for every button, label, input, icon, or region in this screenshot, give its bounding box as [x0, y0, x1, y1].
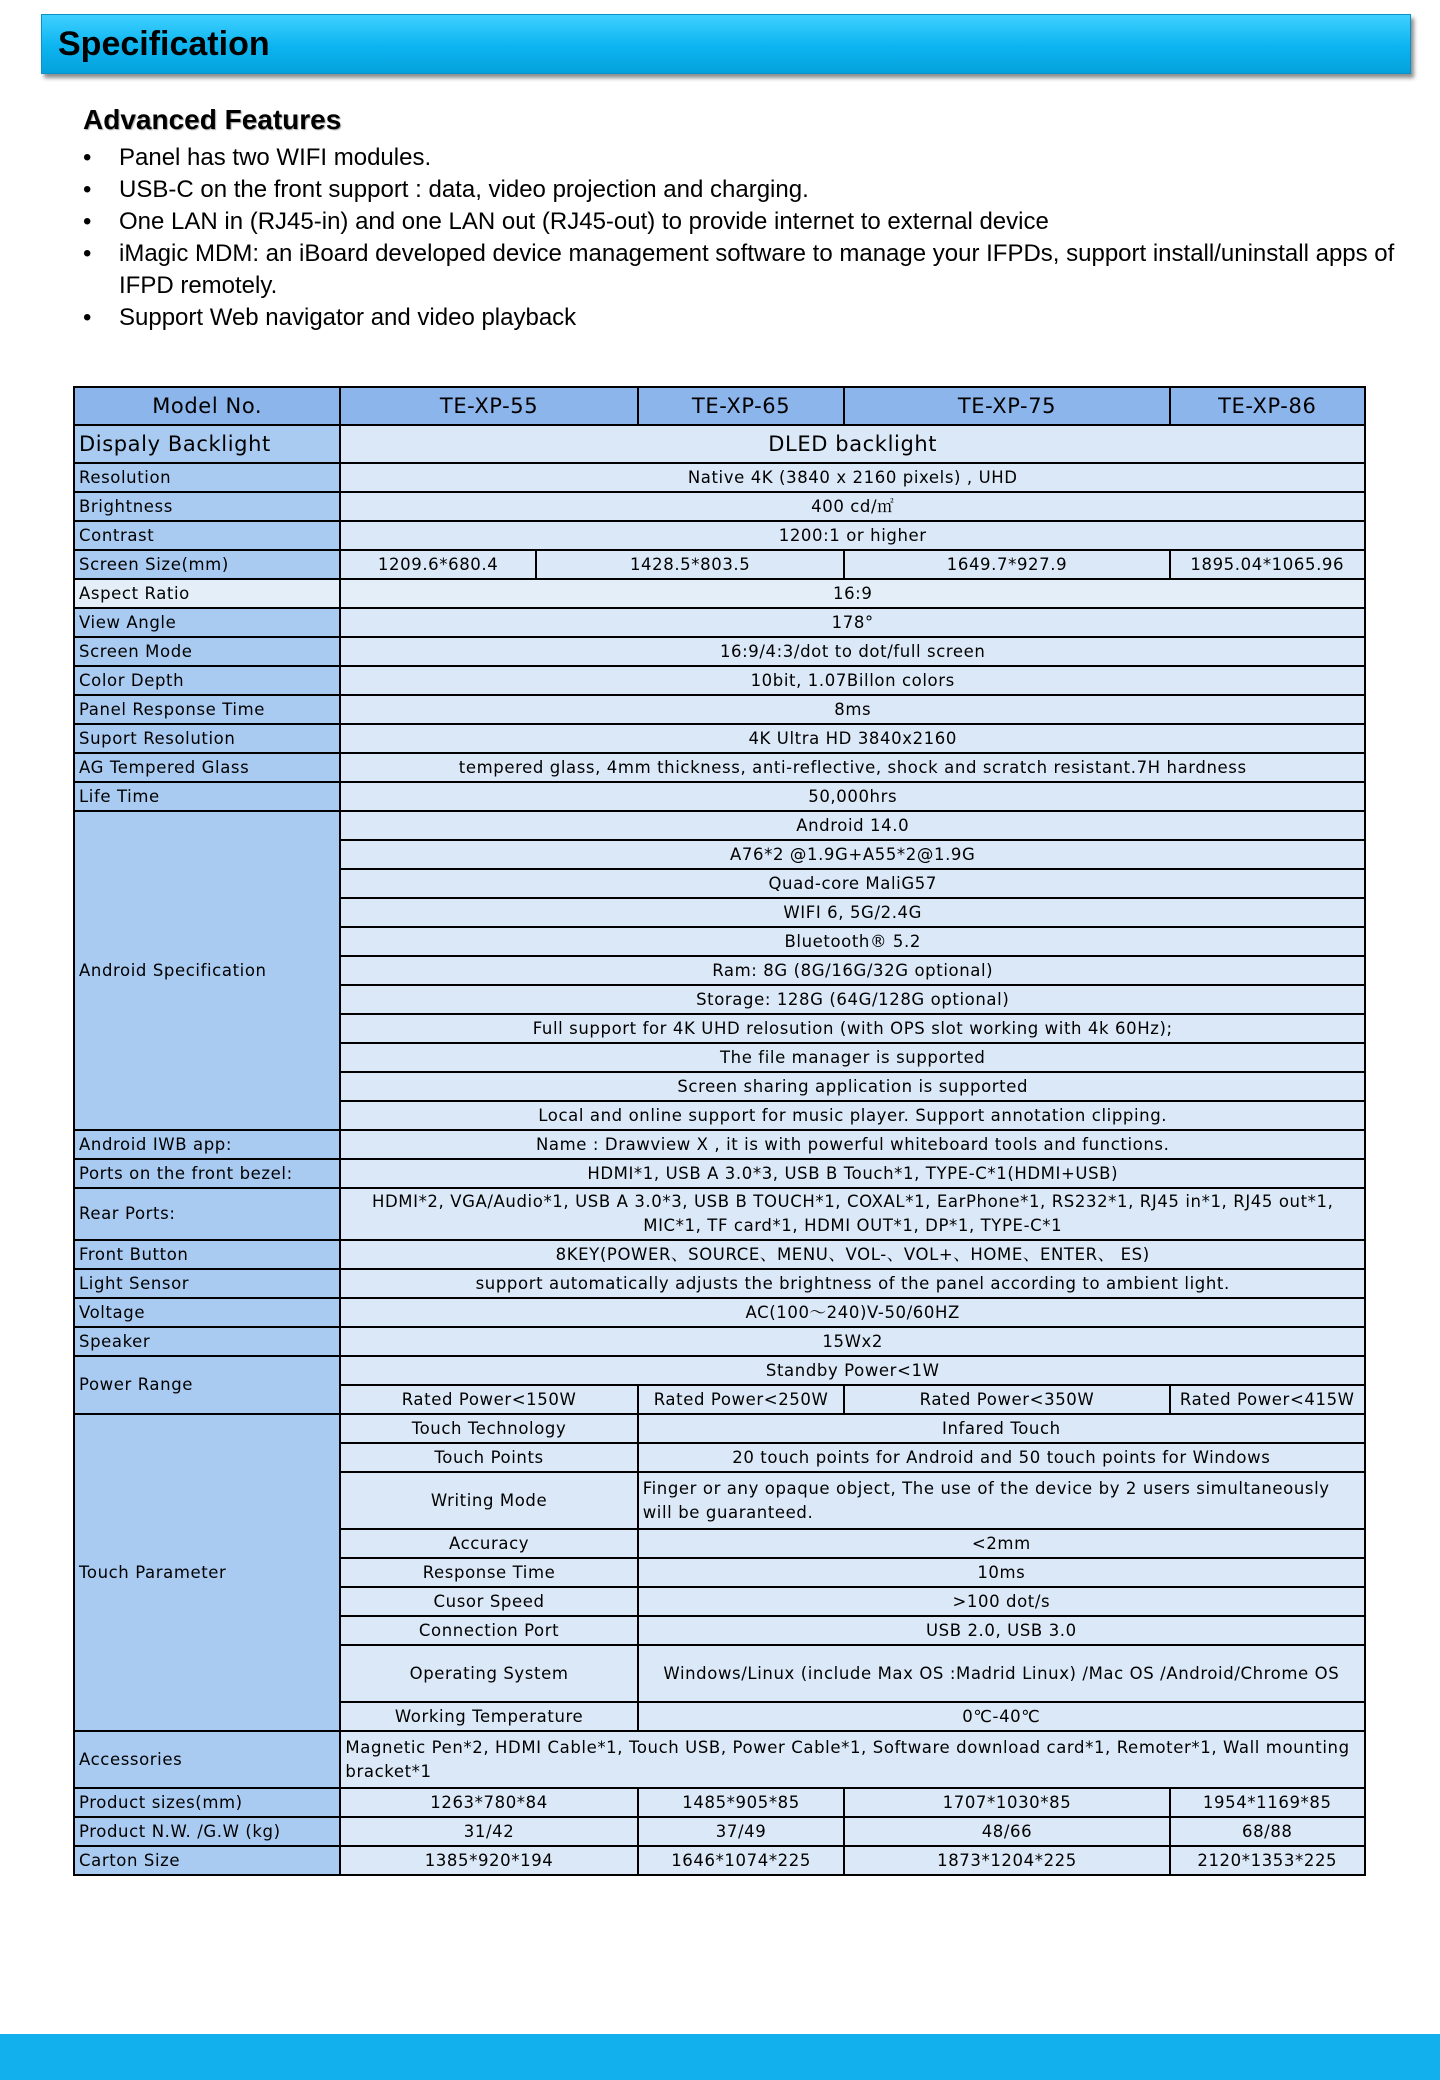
row-value: 10ms	[638, 1558, 1365, 1587]
features-list	[83, 142, 1403, 334]
table-row	[74, 1846, 1365, 1875]
row-value: 1954*1169*85	[1170, 1788, 1365, 1817]
row-value: Rated Power<250W	[638, 1385, 845, 1414]
row-value: USB 2.0, USB 3.0	[638, 1616, 1365, 1645]
model-86: TE-XP-86	[1170, 387, 1365, 425]
table-row	[74, 1327, 1365, 1356]
row-value: Ram: 8G (8G/16G/32G optional)	[340, 956, 1365, 985]
bullet-icon: •	[83, 304, 92, 331]
row-label: Screen Size(mm)	[74, 550, 340, 579]
row-value: 1385*920*194	[340, 1846, 637, 1875]
row-value: Finger or any opaque object, The use of the device by 2 users simultaneously will be guaranteed.	[638, 1472, 1365, 1529]
row-subkey: Touch Technology	[340, 1414, 637, 1443]
row-value: tempered glass, 4mm thickness, anti-reflective, shock and scratch resistant.7H hardness	[340, 753, 1365, 782]
row-subkey: Connection Port	[340, 1616, 637, 1645]
row-value: 8ms	[340, 695, 1365, 724]
table-row	[74, 1731, 1365, 1788]
row-value: 16:9	[340, 579, 1365, 608]
row-value: 1200:1 or higher	[340, 521, 1365, 550]
table-row	[74, 579, 1365, 608]
row-value: Magnetic Pen*2, HDMI Cable*1, Touch USB, Power Cable*1, Software download card*1, Remoter*1, Wall mounting bracket*1	[340, 1731, 1365, 1788]
row-value: Full support for 4K UHD relosution (with OPS slot working with 4k 60Hz);	[340, 1014, 1365, 1043]
feature-item: • Panel has two WIFI modules.	[83, 142, 1403, 174]
row-value: WIFI 6, 5G/2.4G	[340, 898, 1365, 927]
row-value: Name : Drawview X , it is with powerful whiteboard tools and functions.	[340, 1130, 1365, 1159]
table-row	[74, 1356, 1365, 1385]
row-value: Standby Power<1W	[340, 1356, 1365, 1385]
row-label: Color Depth	[74, 666, 340, 695]
row-subkey: Accuracy	[340, 1529, 637, 1558]
table-row	[74, 753, 1365, 782]
row-label: Aspect Ratio	[74, 579, 340, 608]
row-label: Contrast	[74, 521, 340, 550]
row-value: Windows/Linux (include Max OS :Madrid Linux) /Mac OS /Android/Chrome OS	[638, 1645, 1365, 1702]
model-65: TE-XP-65	[638, 387, 845, 425]
table-row	[74, 492, 1365, 521]
row-value: 1649.7*927.9	[844, 550, 1169, 579]
row-value: Rated Power<350W	[844, 1385, 1169, 1414]
bullet-icon: •	[83, 144, 92, 171]
row-label: Android IWB app:	[74, 1130, 340, 1159]
feature-item: • USB-C on the front support : data, video projection and charging.	[83, 174, 1403, 206]
row-label: Touch Parameter	[74, 1414, 340, 1731]
model-55: TE-XP-55	[340, 387, 637, 425]
table-row	[74, 1188, 1365, 1240]
row-value: >100 dot/s	[638, 1587, 1365, 1616]
row-value: Native 4K (3840 x 2160 pixels) , UHD	[340, 463, 1365, 492]
feature-item: • Support Web navigator and video playback	[83, 302, 1403, 334]
row-value: 178°	[340, 608, 1365, 637]
row-value: AC(100～240)V-50/60HZ	[340, 1298, 1365, 1327]
row-label: Product N.W. /G.W (kg)	[74, 1817, 340, 1846]
row-label: Accessories	[74, 1731, 340, 1788]
row-value: 20 touch points for Android and 50 touch points for Windows	[638, 1443, 1365, 1472]
table-row	[74, 1414, 1365, 1443]
table-row	[74, 1788, 1365, 1817]
table-row	[74, 1298, 1365, 1327]
row-label: View Angle	[74, 608, 340, 637]
table-row	[74, 521, 1365, 550]
table-row	[74, 811, 1365, 840]
advanced-features	[83, 104, 1403, 334]
row-label: Carton Size	[74, 1846, 340, 1875]
table-row	[74, 1817, 1365, 1846]
row-subkey: Operating System	[340, 1645, 637, 1702]
bullet-icon: •	[83, 240, 92, 267]
row-label: Android Specification	[74, 811, 340, 1130]
row-label: Screen Mode	[74, 637, 340, 666]
row-value: 68/88	[1170, 1817, 1365, 1846]
table-row	[74, 1130, 1365, 1159]
bullet-icon: •	[83, 208, 92, 235]
row-value: The file manager is supported	[340, 1043, 1365, 1072]
row-value: 8KEY(POWER、SOURCE、MENU、VOL-、VOL+、HOME、ENTER、 ES)	[340, 1240, 1365, 1269]
row-value: 37/49	[638, 1817, 845, 1846]
row-value: DLED backlight	[340, 425, 1365, 463]
row-value: Screen sharing application is supported	[340, 1072, 1365, 1101]
table-row	[74, 782, 1365, 811]
row-value: 400 cd/㎡	[340, 492, 1365, 521]
row-value: 1428.5*803.5	[536, 550, 845, 579]
row-subkey: Cusor Speed	[340, 1587, 637, 1616]
row-value: 0℃-40℃	[638, 1702, 1365, 1731]
row-label: Resolution	[74, 463, 340, 492]
table-row	[74, 608, 1365, 637]
table-row	[74, 550, 1365, 579]
row-label: AG Tempered Glass	[74, 753, 340, 782]
row-value: A76*2 @1.9G+A55*2@1.9G	[340, 840, 1365, 869]
row-value: 2120*1353*225	[1170, 1846, 1365, 1875]
row-value: Quad-core MaliG57	[340, 869, 1365, 898]
row-label: Product sizes(mm)	[74, 1788, 340, 1817]
row-value: Infared Touch	[638, 1414, 1365, 1443]
row-value: Rated Power<150W	[340, 1385, 637, 1414]
row-value: 50,000hrs	[340, 782, 1365, 811]
row-label: Power Range	[74, 1356, 340, 1414]
row-value: 1873*1204*225	[844, 1846, 1169, 1875]
row-value: Bluetooth® 5.2	[340, 927, 1365, 956]
row-value: 4K Ultra HD 3840x2160	[340, 724, 1365, 753]
row-label: Voltage	[74, 1298, 340, 1327]
table-row	[74, 666, 1365, 695]
title-banner	[41, 14, 1411, 74]
row-subkey: Response Time	[340, 1558, 637, 1587]
row-value: 16:9/4:3/dot to dot/full screen	[340, 637, 1365, 666]
row-value: HDMI*1, USB A 3.0*3, USB B Touch*1, TYPE-C*1(HDMI+USB)	[340, 1159, 1365, 1188]
row-label: Front Button	[74, 1240, 340, 1269]
table-row	[74, 724, 1365, 753]
row-value: 15Wx2	[340, 1327, 1365, 1356]
table-row	[74, 1159, 1365, 1188]
table-row	[74, 463, 1365, 492]
feature-item: • One LAN in (RJ45-in) and one LAN out (RJ45-out) to provide internet to external device	[83, 206, 1403, 238]
row-value: Local and online support for music player. Support annotation clipping.	[340, 1101, 1365, 1130]
row-label: Rear Ports:	[74, 1188, 340, 1240]
row-label: Brightness	[74, 492, 340, 521]
row-label: Panel Response Time	[74, 695, 340, 724]
row-label: Speaker	[74, 1327, 340, 1356]
row-value: 1485*905*85	[638, 1788, 845, 1817]
row-subkey: Writing Mode	[340, 1472, 637, 1529]
row-value: Android 14.0	[340, 811, 1365, 840]
row-value: HDMI*2, VGA/Audio*1, USB A 3.0*3, USB B TOUCH*1, COXAL*1, EarPhone*1, RS232*1, RJ45 in*1, RJ45 out*1, MIC*1, TF card*1, HDMI OUT*1, DP*1, TYPE-C*1	[340, 1188, 1365, 1240]
model-label: Model No.	[74, 387, 340, 425]
row-subkey: Working Temperature	[340, 1702, 637, 1731]
feature-item: • iMagic MDM: an iBoard developed device management software to manage your IFPDs, support install/uninstall apps of IFPD remotely.	[83, 240, 1395, 299]
footer-bar	[0, 2034, 1440, 2080]
row-value: 1895.04*1065.96	[1170, 550, 1365, 579]
table-row	[74, 425, 1365, 463]
row-label: Life Time	[74, 782, 340, 811]
row-value: 1263*780*84	[340, 1788, 637, 1817]
row-label: Suport Resolution	[74, 724, 340, 753]
row-label: Dispaly Backlight	[74, 425, 340, 463]
table-row	[74, 1240, 1365, 1269]
row-label: Ports on the front bezel:	[74, 1159, 340, 1188]
row-value: Rated Power<415W	[1170, 1385, 1365, 1414]
row-value: 10bit, 1.07Billon colors	[340, 666, 1365, 695]
features-heading: Advanced Features	[83, 104, 342, 135]
table-row	[74, 637, 1365, 666]
page-title: Specification	[58, 25, 270, 63]
row-value: 31/42	[340, 1817, 637, 1846]
row-value: 1209.6*680.4	[340, 550, 535, 579]
model-75: TE-XP-75	[844, 387, 1169, 425]
row-value: <2mm	[638, 1529, 1365, 1558]
row-value: 1707*1030*85	[844, 1788, 1169, 1817]
row-value: support automatically adjusts the brightness of the panel according to ambient light.	[340, 1269, 1365, 1298]
row-label: Light Sensor	[74, 1269, 340, 1298]
row-value: 1646*1074*225	[638, 1846, 845, 1875]
row-subkey: Touch Points	[340, 1443, 637, 1472]
table-row	[74, 1269, 1365, 1298]
table-row	[74, 387, 1365, 425]
row-value: 48/66	[844, 1817, 1169, 1846]
bullet-icon: •	[83, 176, 92, 203]
row-value: Storage: 128G (64G/128G optional)	[340, 985, 1365, 1014]
table-row	[74, 695, 1365, 724]
spec-table	[73, 386, 1366, 1876]
